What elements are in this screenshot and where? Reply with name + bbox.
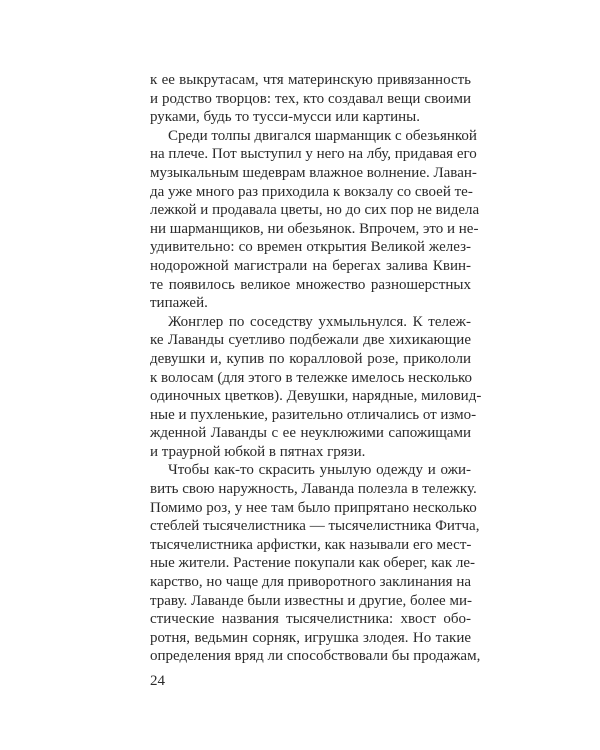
text-line: ротня, ведьмин сорняк, игрушка злодея. Но такие [150,629,471,646]
text-line: стеблей тысячелистника — тысячелистника Фитча, [150,518,480,535]
text-line: одиночных цветков). Девушки, нарядные, миловид- [150,388,482,405]
text-line: ни шарманщиков, ни обезьянок. Впрочем, это и не- [150,220,479,237]
text-line: те появилось великое множество разношерстных [150,276,471,293]
text-line: ные и пухленькие, разительно отличались от измо- [150,406,477,423]
text-line: руками, будь то тусси-мусси или картины. [150,109,421,126]
text-line: музыкальным шедеврам влажное волнение. Лаван- [150,164,477,181]
paragraph [150,313,482,462]
text-line: Помимо роз, у нее там было припрятано несколько [150,499,477,516]
paragraph [150,461,481,666]
text-line: Жонглер по соседству ухмыльнулся. К тележ- [168,313,471,330]
text-line: удивительно: со времен открытия Великой желез- [150,239,471,256]
text-line: и траурной юбкой в пятнах грязи. [150,443,366,460]
text-line: лежкой и продавала цветы, но до сих пор не видела [150,202,480,219]
page-body-text [150,71,482,666]
page-number: 24 [150,673,165,689]
paragraph [150,71,471,127]
text-line: к волосам (для этого в тележке имелось несколько [150,369,473,386]
text-line: девушки и, купив по коралловой розе, прикололи [150,350,471,367]
text-line: и родство творцов: тех, кто создавал вещи своими [150,90,471,107]
text-line: Чтобы как-то скрасить унылую одежду и ожи- [168,462,471,479]
text-line: нодорожной магистрали на берегах залива Квин- [150,257,471,274]
text-line: да уже много раз приходила к вокзалу со своей те- [150,183,473,200]
text-line: жденной Лаванды с ее неуклюжими сапожищами [150,425,471,442]
text-line: на плече. Пот выступил у него на лбу, придавая его [150,146,477,163]
text-line: Среди толпы двигался шарманщик с обезьянкой [168,127,477,144]
text-line: вить свою наружность, Лаванда полезла в тележку. [150,481,477,498]
text-line: определения вряд ли способствовали бы продажам, [150,648,481,665]
text-line: траву. Лаванде были известны и другие, более ми- [150,592,472,609]
text-line: ке Лаванды суетливо подбежали две хихикающие [150,332,471,349]
text-line: стические названия тысячелистника: хвост обо- [150,611,471,628]
text-line: типажей. [150,295,208,312]
paragraph [150,127,480,313]
text-line: ные жители. Растение покупали как оберег, как ле- [150,555,476,572]
text-line: карство, но чаще для приворотного заклинания на [150,574,472,591]
text-line: к ее выкрутасам, чтя материнскую привязанность [150,72,471,88]
text-line: тысячелистника арфистки, как называли его мест- [150,536,472,553]
